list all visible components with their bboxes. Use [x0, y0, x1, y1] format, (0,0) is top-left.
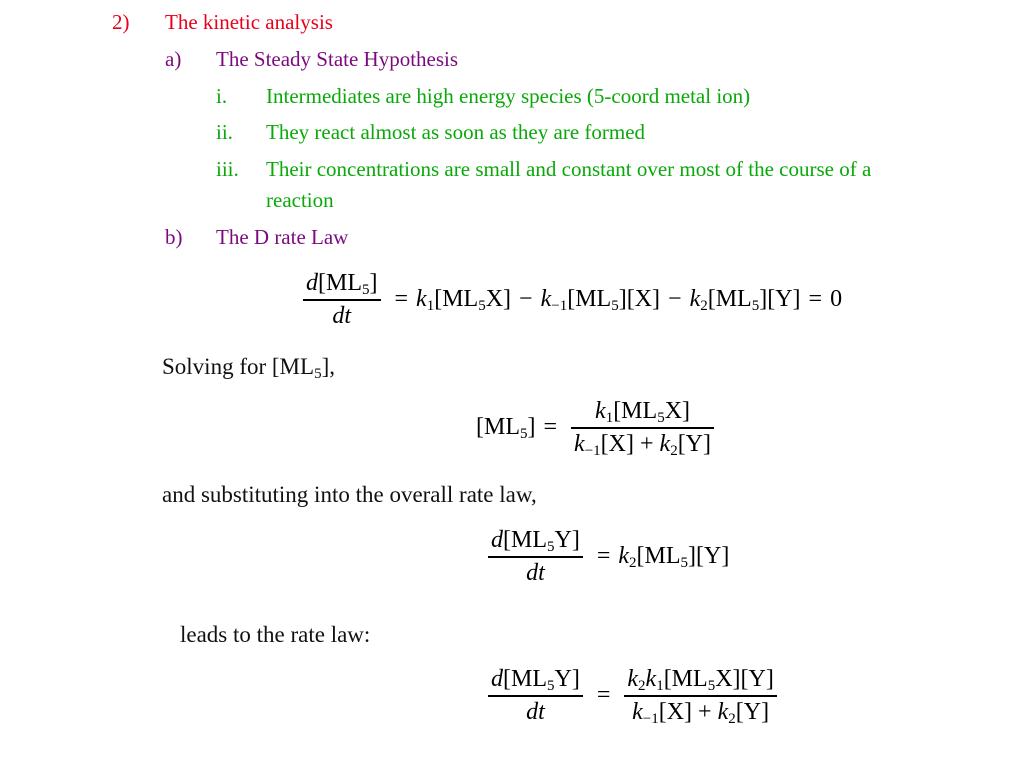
equation-rate-law: $\frac{d[ML_5Y]}{dt}$ = $\frac{k_2k_1[ML_5X][Y]}{k_{-1}[X] + k_2[Y]}$	[482, 666, 783, 726]
outline-point-react: They react almost as soon as they are formed	[266, 120, 646, 144]
outline-marker-i: i.	[216, 84, 228, 108]
text-substituting: and substituting into the overall rate law,	[162, 482, 537, 507]
text-solving-for: Solving for $[ML_5]$,	[162, 354, 335, 382]
text-leads-to: leads to the rate law:	[180, 622, 371, 647]
equation-overall-rate: $\frac{d[ML_5Y]}{dt}$ = $k_2[ML_5][Y]$	[482, 527, 729, 587]
equation-steady-state: $\frac{d[ML_5]}{dt}$ = $k_1[ML_5X]$ − $k_{-1}[ML_5][X]$ − $k_2[ML_5][Y]$ = 0	[297, 270, 842, 330]
outline-marker-ii: ii.	[216, 120, 233, 144]
outline-heading-kinetic-analysis: The kinetic analysis	[165, 10, 333, 34]
outline-point-concentrations-cont: reaction	[266, 188, 334, 212]
outline-marker-2: 2)	[112, 10, 130, 34]
equation-ml5-concentration: $[ML_5]$ = $\frac{k_1[ML_5X]}{k_{-1}[X] + k_2[Y]}$	[476, 398, 720, 458]
outline-heading-d-rate-law: The D rate Law	[216, 225, 349, 249]
outline-point-intermediates: Intermediates are high energy species (5-coord metal ion)	[266, 84, 751, 108]
outline-marker-a: a)	[165, 47, 182, 71]
outline-heading-steady-state: The Steady State Hypothesis	[216, 47, 459, 71]
outline-point-concentrations: Their concentrations are small and constant over most of the course of a	[266, 157, 872, 181]
outline-marker-b: b)	[165, 225, 183, 249]
outline-marker-iii: iii.	[216, 157, 239, 181]
